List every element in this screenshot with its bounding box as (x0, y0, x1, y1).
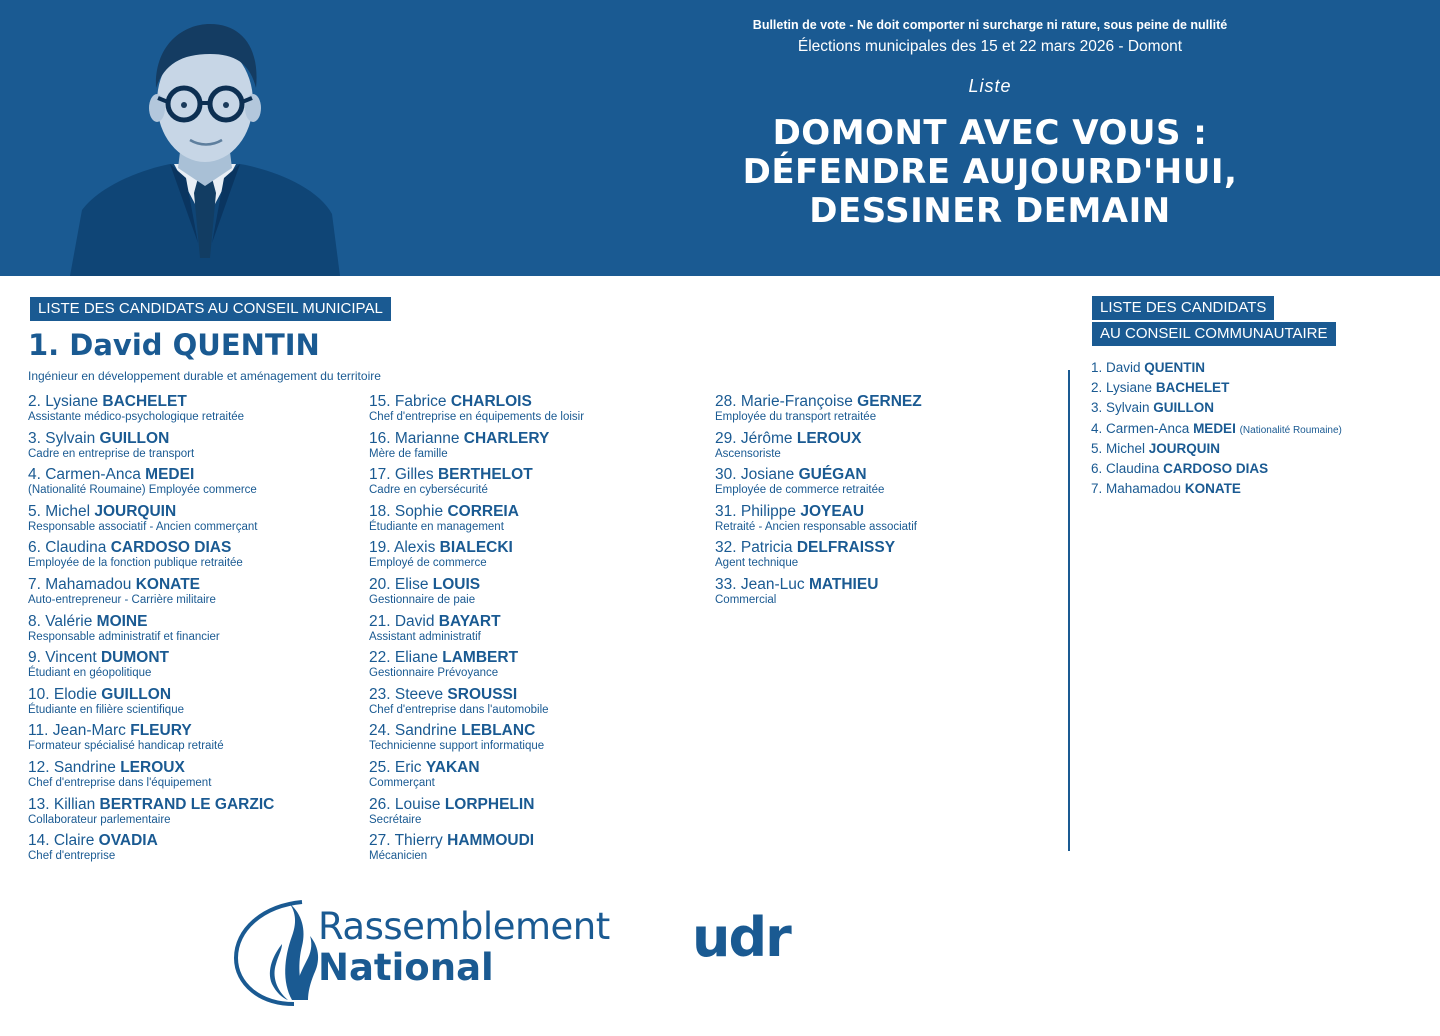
candidate-column-1 (28, 393, 274, 869)
communautaire-last: MEDEI (1193, 420, 1236, 436)
candidate-first: 13. Killian (28, 795, 96, 813)
candidate-portrait (70, 18, 340, 276)
candidate-last: BERTHELOT (437, 466, 533, 484)
communautaire-entry (1091, 358, 1342, 378)
candidate-column-3 (715, 393, 922, 613)
candidate-name (28, 613, 274, 630)
communautaire-last: JOURQUIN (1148, 440, 1221, 456)
candidate-last: LOUIS (432, 575, 481, 593)
candidate-name (369, 576, 584, 593)
candidate-entry (715, 539, 922, 576)
candidate-first: 21. David (369, 612, 435, 630)
candidate-entry (369, 759, 584, 796)
candidate-first: 32. Patricia (715, 539, 793, 557)
candidate-entry (715, 576, 922, 613)
candidate-entry (715, 503, 922, 540)
candidate-job: Étudiant en géopolitique (28, 667, 152, 680)
candidate-job: Collaborateur parlementaire (28, 813, 171, 826)
candidate-entry (369, 466, 584, 503)
candidate-first: 24. Sandrine (369, 722, 457, 740)
candidate-entry (28, 503, 274, 540)
candidate-entry (28, 722, 274, 759)
communautaire-last: GUILLON (1153, 400, 1215, 416)
communautaire-section-label-2: AU CONSEIL COMMUNAUTAIRE (1092, 322, 1336, 346)
candidate-last: SROUSSI (447, 685, 518, 703)
candidate-last: YAKAN (425, 758, 480, 776)
candidate-name (369, 613, 584, 630)
candidate-job: Étudiante en management (369, 520, 504, 533)
candidate-first: 17. Gilles (369, 466, 434, 484)
communautaire-entry (1091, 378, 1342, 398)
candidate-first: 28. Marie-Françoise (715, 393, 853, 410)
candidate-first: 3. Sylvain (28, 429, 96, 447)
candidate-first: 31. Philippe (715, 502, 797, 520)
candidate-name (715, 393, 922, 410)
candidate-job: Employée de commerce retraitée (715, 484, 885, 497)
candidate-job: Gestionnaire de paie (369, 593, 476, 606)
candidate-name (28, 539, 274, 556)
candidate-job: Mère de famille (369, 447, 448, 460)
candidate-name (28, 393, 274, 410)
candidate-last: LEROUX (120, 758, 185, 776)
candidate-entry (28, 466, 274, 503)
candidate-last: LAMBERT (442, 649, 519, 667)
candidate-job: Assistante médico-psychologique retraitée (28, 411, 245, 423)
candidate-job: Employée du transport retraitée (715, 411, 877, 423)
list-title-line: DOMONT AVEC VOUS : (772, 113, 1208, 153)
candidate-first: 23. Steeve (369, 685, 444, 703)
candidate-last: FLEURY (130, 722, 192, 740)
candidate-job: Mécanicien (369, 850, 428, 863)
candidate-job: Responsable administratif et financier (28, 630, 220, 643)
candidate-entry (369, 649, 584, 686)
candidate-name (715, 503, 922, 520)
candidate-name (715, 430, 922, 447)
candidate-entry (369, 576, 584, 613)
candidate-first: 11. Jean-Marc (28, 722, 126, 740)
municipal-section-label: LISTE DES CANDIDATS AU CONSEIL MUNICIPAL (30, 297, 391, 321)
candidate-first: 19. Alexis (369, 539, 436, 557)
candidate-name (28, 796, 274, 813)
header-banner (0, 0, 1440, 276)
candidate-name (369, 503, 584, 520)
communautaire-note: (Nationalité Roumaine) (1239, 424, 1342, 436)
candidate-last: JOURQUIN (94, 502, 177, 520)
candidate-name (28, 832, 274, 849)
candidate-job: Auto-entrepreneur - Carrière militaire (28, 593, 216, 606)
candidate-first: 27. Thierry (369, 832, 443, 850)
candidate-job: Cadre en entreprise de transport (28, 447, 195, 460)
candidate-entry (28, 430, 274, 467)
candidate-name (28, 649, 274, 666)
candidate-entry (28, 539, 274, 576)
candidate-first: 12. Sandrine (28, 758, 116, 776)
candidate-last: GERNEZ (857, 393, 922, 410)
candidate-first: 29. Jérôme (715, 429, 793, 447)
candidate-last: LORPHELIN (444, 795, 535, 813)
udr-logo: udr (692, 906, 790, 969)
candidate-last: DUMONT (100, 649, 169, 667)
communautaire-last: BACHELET (1155, 380, 1230, 396)
candidate-first: 7. Mahamadou (28, 575, 132, 593)
ballot-notice: Bulletin de vote - Ne doit comporter ni surcharge ni rature, sous peine de nullité (752, 18, 1228, 32)
candidate-last: GUILLON (101, 685, 172, 703)
candidate-first: 33. Jean-Luc (715, 575, 805, 593)
candidate-first: 26. Louise (369, 795, 441, 813)
candidate-last: HAMMOUDI (447, 832, 535, 850)
candidate-last: BAYART (438, 612, 501, 630)
candidate-entry (28, 576, 274, 613)
candidate-job: Chef d'entreprise dans l'équipement (28, 776, 212, 789)
candidate-job: Chef d'entreprise (28, 850, 116, 863)
head-candidate-job: Ingénieur en développement durable et aménagement du territoire (28, 369, 381, 383)
candidate-entry (369, 686, 584, 723)
candidate-entry (369, 722, 584, 759)
candidate-first: 4. Carmen-Anca (28, 466, 141, 484)
candidate-name (28, 722, 274, 739)
candidate-job: Chef d'entreprise dans l'automobile (369, 703, 549, 716)
candidate-last: MEDEI (145, 466, 195, 484)
rn-logo-text (318, 906, 610, 988)
communautaire-first: 3. Sylvain (1091, 400, 1150, 416)
candidate-job: Technicienne support informatique (369, 740, 545, 753)
candidate-name (369, 686, 584, 703)
candidate-first: 18. Sophie (369, 502, 444, 520)
candidate-first: 15. Fabrice (369, 393, 447, 410)
rn-logo-line1: Rassemblement (318, 905, 610, 948)
candidate-entry (28, 796, 274, 833)
candidate-job: Employé de commerce (369, 557, 487, 570)
candidate-job: Secrétaire (369, 813, 422, 826)
candidate-entry (369, 503, 584, 540)
candidate-last: GUILLON (99, 429, 170, 447)
candidate-job: Gestionnaire Prévoyance (369, 667, 499, 680)
candidate-job: Ascensoriste (715, 447, 781, 460)
communautaire-entry (1091, 479, 1342, 499)
candidate-first: 8. Valérie (28, 612, 93, 630)
candidate-last: DELFRAISSY (796, 539, 896, 557)
election-subtitle: Élections municipales des 15 et 22 mars 2026 - Domont (797, 38, 1183, 55)
candidate-name (715, 539, 922, 556)
candidate-job: (Nationalité Roumaine) Employée commerce (28, 484, 257, 497)
communautaire-last: KONATE (1184, 481, 1241, 497)
candidate-entry (28, 832, 274, 869)
candidate-entry (28, 393, 274, 430)
candidate-last: GUÉGAN (798, 466, 867, 484)
candidate-first: 14. Claire (28, 832, 95, 850)
candidate-last: KONATE (135, 575, 201, 593)
candidate-entry (369, 796, 584, 833)
head-candidate-first: 1. David (28, 328, 163, 362)
candidate-entry (28, 649, 274, 686)
candidate-job: Retraité - Ancien responsable associatif (715, 520, 917, 533)
candidate-first: 9. Vincent (28, 649, 97, 667)
candidate-job: Cadre en cybersécurité (369, 484, 488, 497)
candidate-entry (715, 393, 922, 430)
candidate-name (28, 430, 274, 447)
candidate-name (715, 466, 922, 483)
candidate-last: BIALECKI (439, 539, 513, 557)
candidate-name (369, 796, 584, 813)
communautaire-last: CARDOSO DIAS (1163, 460, 1269, 476)
list-title (660, 114, 1320, 231)
candidate-job: Formateur spécialisé handicap retraité (28, 740, 224, 753)
candidate-first: 5. Michel (28, 502, 91, 520)
candidate-entry (369, 539, 584, 576)
candidate-last: CORREIA (447, 502, 519, 520)
candidate-name (369, 466, 584, 483)
candidate-job: Étudiante en filière scientifique (28, 703, 184, 716)
candidate-job: Commerçant (369, 776, 435, 789)
communautaire-first: 6. Claudina (1091, 460, 1160, 476)
head-candidate-last: QUENTIN (172, 328, 320, 362)
candidate-job: Employée de la fonction publique retraitée (28, 557, 243, 570)
communautaire-entry (1091, 439, 1342, 459)
communautaire-list (1091, 358, 1342, 499)
candidate-last: BACHELET (102, 393, 187, 410)
candidate-name (369, 832, 584, 849)
candidate-name (369, 430, 584, 447)
rn-logo-line2: National (318, 946, 494, 989)
list-title-line: DÉFENDRE AUJOURD'HUI, (742, 152, 1238, 192)
candidate-entry (715, 466, 922, 503)
candidate-name (369, 649, 584, 666)
communautaire-entry (1091, 419, 1342, 439)
candidate-name (28, 759, 274, 776)
communautaire-entry (1091, 398, 1342, 418)
communautaire-section-label-1: LISTE DES CANDIDATS (1092, 296, 1274, 320)
communautaire-first: 7. Mahamadou (1091, 481, 1182, 497)
candidate-job: Commercial (715, 593, 777, 606)
candidate-name (28, 466, 274, 483)
candidate-job: Agent technique (715, 557, 799, 570)
candidate-first: 30. Josiane (715, 466, 795, 484)
communautaire-first: 5. Michel (1091, 440, 1146, 456)
candidate-last: LEBLANC (461, 722, 536, 740)
candidate-entry (28, 686, 274, 723)
candidate-name (369, 393, 584, 410)
communautaire-first: 4. Carmen-Anca (1091, 420, 1190, 436)
candidate-first: 22. Eliane (369, 649, 438, 667)
candidate-last: OVADIA (98, 832, 158, 850)
candidate-entry (369, 613, 584, 650)
communautaire-first: 2. Lysiane (1091, 380, 1153, 396)
candidate-column-2 (369, 393, 584, 869)
candidate-job: Chef d'entreprise en équipements de loisir (369, 411, 585, 423)
candidate-name (28, 576, 274, 593)
candidate-entry (28, 759, 274, 796)
candidate-first: 6. Claudina (28, 539, 107, 557)
candidate-job: Assistant administratif (369, 630, 481, 643)
candidate-first: 16. Marianne (369, 429, 460, 447)
candidate-name (369, 539, 584, 556)
candidate-entry (369, 832, 584, 869)
communautaire-last: QUENTIN (1144, 360, 1206, 375)
liste-label: Liste (968, 76, 1012, 96)
candidate-last: LEROUX (796, 429, 862, 447)
candidate-last: CHARLERY (463, 429, 550, 447)
head-candidate-name (28, 328, 320, 362)
candidate-entry (369, 393, 584, 430)
candidate-last: JOYEAU (800, 502, 865, 520)
candidate-job: Responsable associatif - Ancien commerçant (28, 520, 258, 533)
communautaire-entry (1091, 459, 1342, 479)
candidate-name (28, 503, 274, 520)
candidate-name (28, 686, 274, 703)
candidate-entry (369, 430, 584, 467)
candidate-last: BERTRAND LE GARZIC (99, 795, 275, 813)
candidate-last: MATHIEU (808, 575, 879, 593)
candidate-first: 20. Elise (369, 575, 429, 593)
candidate-first: 10. Elodie (28, 685, 97, 703)
candidate-first: 25. Eric (369, 758, 422, 776)
candidate-entry (28, 613, 274, 650)
candidate-first: 2. Lysiane (28, 393, 99, 410)
column-divider (1068, 370, 1070, 851)
candidate-name (369, 722, 584, 739)
list-title-line: DESSINER DEMAIN (809, 191, 1171, 231)
candidate-last: MOINE (96, 612, 148, 630)
candidate-entry (715, 430, 922, 467)
candidate-name (369, 759, 584, 776)
communautaire-first: 1. David (1091, 360, 1141, 375)
candidate-last: CARDOSO DIAS (110, 539, 232, 557)
candidate-last: CHARLOIS (450, 393, 532, 410)
candidate-name (715, 576, 922, 593)
